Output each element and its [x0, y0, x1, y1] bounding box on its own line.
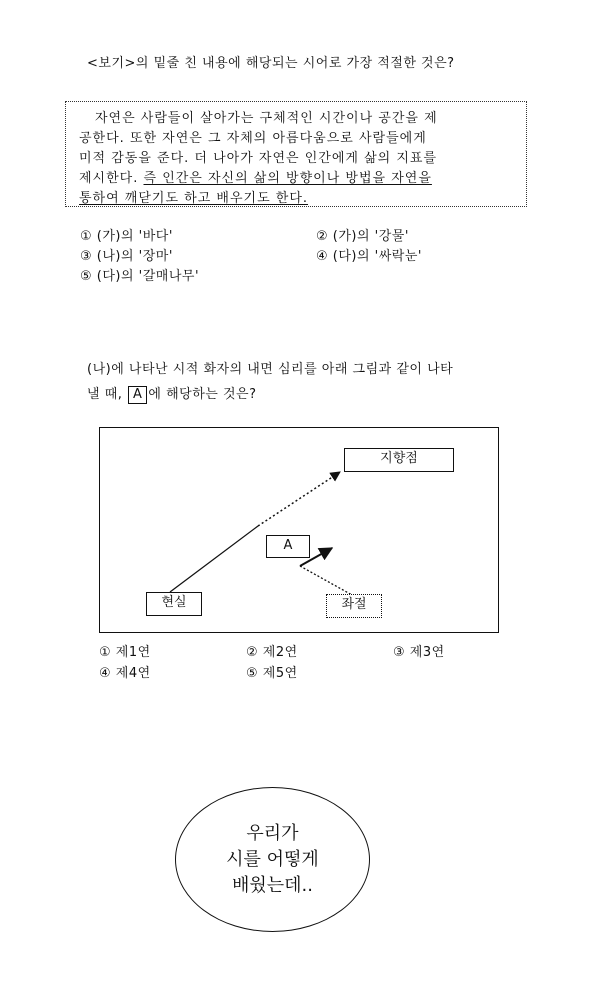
underlined-passage-text: 통하여 깨닫기도 하고 배우기도 한다. — [79, 191, 309, 206]
dotted-line-to-frustration — [300, 566, 352, 595]
dotted-arrow-to-goal — [258, 472, 340, 526]
passage-text: 제시한다. — [79, 171, 144, 186]
stem-text: 에 해당하는 것은? — [148, 387, 257, 402]
goal-label: 지향점 — [344, 448, 454, 472]
q2-choice-1[interactable]: ① 제1연 — [99, 645, 151, 660]
q2-choice-2[interactable]: ② 제2연 — [246, 645, 298, 660]
q1-choice-2[interactable]: ② (가)의 '강물' — [316, 229, 409, 244]
passage-line: 자연은 사람들이 살아가는 구체적인 시간이나 공간을 제 — [95, 111, 438, 126]
q1-choice-4[interactable]: ④ (다)의 '싸락눈' — [316, 249, 423, 264]
frustration-label: 좌절 — [326, 594, 382, 618]
a-label: A — [266, 535, 310, 558]
bubble-line: 시를 어떻게 — [226, 848, 319, 870]
bubble-line: 우리가 — [246, 822, 299, 844]
q2-choice-5[interactable]: ⑤ 제5연 — [246, 666, 298, 681]
boxed-a-label: A — [128, 386, 147, 404]
reference-passage-box — [65, 101, 527, 207]
question-2-stem-continued — [87, 383, 257, 404]
q1-choice-1[interactable]: ① (가)의 '바다' — [80, 229, 173, 244]
q2-choice-4[interactable]: ④ 제4연 — [99, 666, 151, 681]
psychology-diagram — [99, 427, 499, 633]
underlined-passage-text: 즉 인간은 자신의 삶의 방향이나 방법을 자연을 — [143, 171, 432, 186]
speech-bubble — [175, 787, 370, 932]
passage-line — [79, 189, 518, 209]
passage-line: 공한다. 또한 자연은 그 자체의 아름다움으로 사람들에게 — [79, 131, 427, 146]
q1-choice-5[interactable]: ⑤ (다)의 '갈매나무' — [80, 269, 200, 284]
passage-line — [79, 169, 518, 189]
question-2-stem: (나)에 나타난 시적 화자의 내면 심리를 아래 그림과 같이 나타 — [87, 362, 454, 377]
passage-line: 미적 감동을 준다. 더 나아가 자연은 인간에게 삶의 지표를 — [79, 151, 438, 166]
stem-text: 낼 때, — [87, 387, 128, 402]
reality-label: 현실 — [146, 592, 202, 616]
bubble-line: 배웠는데.. — [232, 874, 313, 896]
q1-choice-3[interactable]: ③ (나)의 '장마' — [80, 249, 173, 264]
question-1-stem: <보기>의 밑줄 친 내용에 해당되는 시어로 가장 적절한 것은? — [87, 56, 455, 71]
reality-to-a-line — [170, 526, 258, 592]
q2-choice-3[interactable]: ③ 제3연 — [393, 645, 445, 660]
